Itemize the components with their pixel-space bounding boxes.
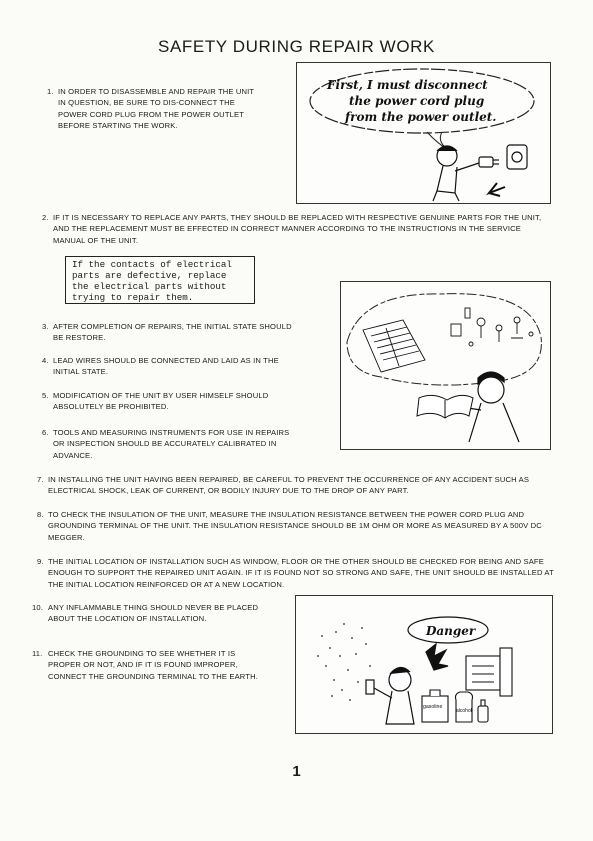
bubble-line-3: from the power outlet. <box>345 110 497 124</box>
page-number: 1 <box>292 763 301 780</box>
item-number: 7. <box>37 475 44 484</box>
danger-label: Danger <box>426 624 476 638</box>
item-text: TOOLS AND MEASURING INSTRUMENTS FOR USE IN REPAIRS OR INSPECTION SHOULD BE ACCURATELY CALIBRATED IN ADVANCE. <box>53 428 290 460</box>
item-text: AFTER COMPLETION OF REPAIRS, THE INITIAL STATE SHOULD BE RESTORE. <box>53 322 292 343</box>
item-text: TO CHECK THE INSULATION OF THE UNIT, MEASURE THE INSULATION RESISTANCE BETWEEN THE POWER CORD PLUG AND GROUNDING TERMINAL OF THE UNIT. THE INSULATION RESISTANCE SHOULD BE 1M OHM OR MORE AS MEASURED BY A 500V DC MEGGER. <box>48 510 542 542</box>
plug-icon <box>479 157 499 167</box>
item-text: IN INSTALLING THE UNIT HAVING BEEN REPAIRED, BE CAREFUL TO PREVENT THE OCCURRENCE OF ANY ACCIDENT SUCH AS ELECTRICAL SHOCK, LEAK OF CURRENT, OR BODILY INJURY DUE TO THE DROP OF ANY PART. <box>48 475 530 496</box>
technician-figure <box>433 146 479 201</box>
open-book-icon <box>417 395 473 418</box>
list-item <box>37 474 554 497</box>
list-item <box>42 321 293 344</box>
list-item <box>32 602 268 625</box>
bubble-line-2: the power cord plug <box>349 94 485 108</box>
note-line: trying to repair them. <box>72 292 194 303</box>
item-text: THE INITIAL LOCATION OF INSTALLATION SUCH AS WINDOW, FLOOR OR THE OTHER SHOULD BE CHECKED FOR BEING AND SAFE ENOUGH TO SUPPORT THE REPAIRED UNIT AGAIN. IF IT IS FOUND NOT SO STRONG AND SAFE, THE UNIT SHOULD BE INSTALLED AT THE INITIAL LOCATION REINFORCED OR AT A NEW LOCATION. <box>48 557 554 589</box>
note-line: the electrical parts without <box>72 281 227 292</box>
bubble-line-1: First, I must disconnect <box>327 78 488 92</box>
list-item <box>42 427 293 461</box>
illustration-danger-inflammable <box>295 595 553 734</box>
item-number: 3. <box>42 322 49 331</box>
list-item <box>32 648 268 682</box>
gasoline-label: gasoline <box>423 704 443 710</box>
arrow-icon <box>489 183 505 196</box>
item-number: 10. <box>32 603 44 612</box>
manual-page-icon <box>363 320 425 372</box>
illustration-disconnect-plug <box>296 62 551 204</box>
item-number: 8. <box>37 510 44 519</box>
item-number: 11. <box>32 649 43 658</box>
page-title: SAFETY DURING REPAIR WORK <box>158 37 435 56</box>
item-number: 6. <box>42 428 49 437</box>
item-text: MODIFICATION OF THE UNIT BY USER HIMSELF SHOULD ABSOLUTELY BE PROHIBITED. <box>53 391 269 412</box>
item-number: 9. <box>37 557 44 566</box>
list-item <box>42 390 293 413</box>
list-item <box>37 556 554 590</box>
person-with-spray-figure <box>366 667 414 724</box>
alcohol-bottle-icon <box>456 692 473 722</box>
list-item <box>42 355 293 378</box>
item-text: CHECK THE GROUNDING TO SEE WHETHER IT IS PROPER OR NOT, AND IF IT IS FOUND IMPROPER, CONNECT THE GROUNDING TERMINAL TO THE EARTH. <box>48 649 258 681</box>
item-text: ANY INFLAMMABLE THING SHOULD NEVER BE PLACED ABOUT THE LOCATION OF INSTALLATION. <box>48 603 259 624</box>
alcohol-label: alcohol <box>456 708 472 714</box>
spark-icon <box>426 644 448 670</box>
item-number: 2. <box>42 213 49 222</box>
illustration-service-manual <box>340 281 551 450</box>
small-bottle-icon <box>478 700 488 722</box>
item-number: 5. <box>42 391 49 400</box>
list-item <box>47 86 258 132</box>
item-number: 4. <box>42 356 49 365</box>
item-number: 1. <box>47 87 54 96</box>
electrical-parts-icon <box>451 308 533 346</box>
spray-mist <box>317 623 371 701</box>
item-text: IF IT IS NECESSARY TO REPLACE ANY PARTS, THEY SHOULD BE REPLACED WITH RESPECTIVE GENUINE PARTS FOR THE UNIT, AND THE REPLACEMENT MUST BE EFFECTED IN CORRECT MANNER ACCORDING TO THE INSTRUCTIONS IN THE SERVICE MANUAL OF THE UNIT. <box>53 213 542 245</box>
list-item <box>42 212 553 246</box>
power-outlet-icon <box>507 145 527 169</box>
note-box <box>65 256 255 304</box>
note-line: parts are defective, replace <box>72 270 227 281</box>
list-item <box>37 509 554 543</box>
note-line: If the contacts of electrical <box>72 259 232 270</box>
item-text: IN ORDER TO DISASSEMBLE AND REPAIR THE UNIT IN QUESTION, BE SURE TO DIS-CONNECT THE POWER CORD PLUG FROM THE POWER OUTLET BEFORE STARTING THE WORK. <box>58 87 255 131</box>
heater-appliance-icon <box>466 648 512 696</box>
item-text: LEAD WIRES SHOULD BE CONNECTED AND LAID AS IN THE INITIAL STATE. <box>53 356 279 377</box>
